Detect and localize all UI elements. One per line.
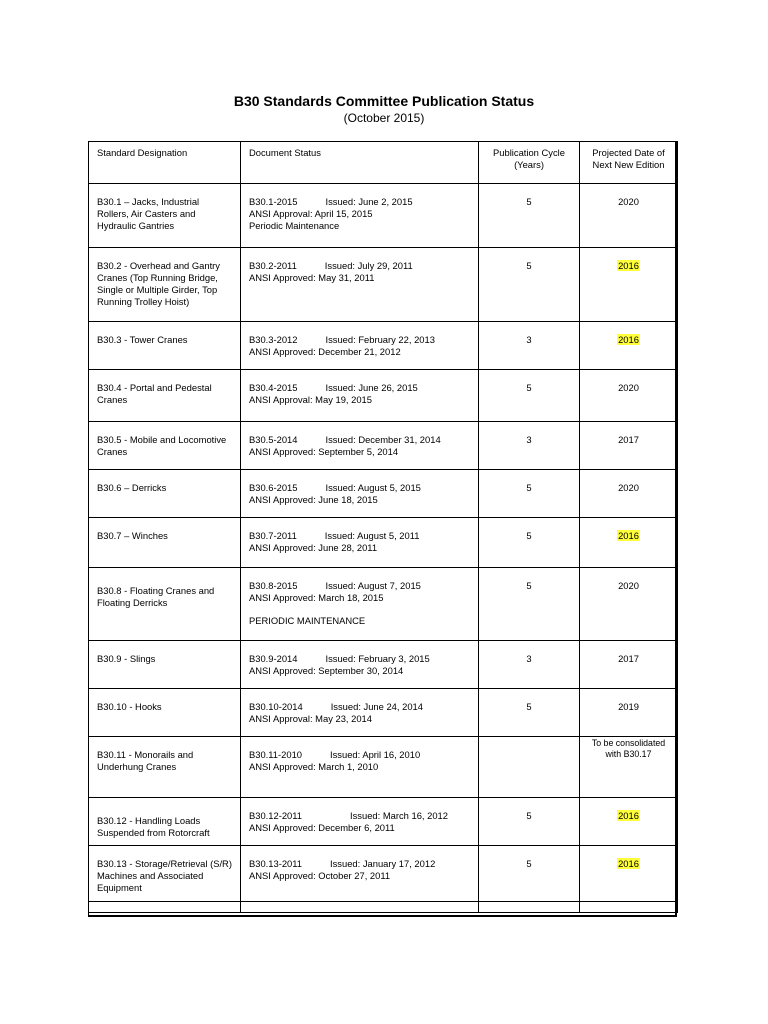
ansi-approval: ANSI Approved: September 30, 2014 [249, 665, 404, 676]
highlighted-year: 2016 [618, 334, 639, 345]
status-cell [241, 184, 479, 248]
status-note: Periodic Maintenance [249, 220, 340, 231]
status-cell [241, 248, 479, 322]
cycle-cell: 5 [479, 248, 580, 322]
table-row [89, 322, 678, 370]
ansi-approval: ANSI Approved: March 18, 2015 [249, 592, 384, 603]
standard-cell: B30.4 - Portal and Pedestal Cranes [89, 370, 241, 422]
doc-number: B30.11-2010 [249, 749, 302, 760]
empty-row [89, 902, 678, 913]
issued-date: Issued: August 5, 2011 [324, 530, 420, 541]
cycle-cell: 3 [479, 422, 580, 470]
cycle-cell: 5 [479, 689, 580, 737]
highlighted-year: 2016 [618, 858, 639, 869]
table-row [89, 689, 678, 737]
doc-number: B30.9-2014 [249, 653, 298, 664]
projected-cell [580, 798, 678, 846]
issued-date: Issued: February 3, 2015 [325, 653, 430, 664]
cycle-cell: 3 [479, 641, 580, 689]
ansi-approval: ANSI Approval: May 23, 2014 [249, 713, 372, 724]
page-title: B30 Standards Committee Publication Status [233, 93, 535, 109]
status-cell [241, 470, 479, 518]
doc-number: B30.5-2014 [249, 434, 298, 445]
doc-number: B30.1-2015 [249, 196, 298, 207]
projected-cell: To be consolidated with B30.17 [580, 737, 678, 798]
highlighted-year: 2016 [618, 530, 639, 541]
projected-cell: 2020 [580, 568, 678, 641]
projected-cell: 2017 [580, 641, 678, 689]
status-note: PERIODIC MAINTENANCE [249, 615, 366, 626]
doc-number: B30.6-2015 [249, 482, 298, 493]
projected-cell [580, 518, 678, 568]
table-row [89, 641, 678, 689]
empty-cell [479, 902, 580, 913]
status-cell [241, 322, 479, 370]
ansi-approval: ANSI Approved: September 5, 2014 [249, 446, 399, 457]
projected-cell [580, 322, 678, 370]
issued-date: Issued: April 16, 2010 [330, 749, 421, 760]
highlighted-year: 2016 [618, 260, 639, 271]
doc-number: B30.4-2015 [249, 382, 298, 393]
status-cell [241, 422, 479, 470]
projected-cell: 2020 [580, 370, 678, 422]
status-cell [241, 689, 479, 737]
standard-cell: B30.1 – Jacks, Industrial Rollers, Air Casters and Hydraulic Gantries [89, 184, 241, 248]
ansi-approval: ANSI Approved: March 1, 2010 [249, 761, 379, 772]
issued-date: Issued: July 29, 2011 [324, 260, 413, 271]
projected-cell [580, 846, 678, 902]
table-row [89, 518, 678, 568]
standard-cell: B30.13 - Storage/Retrieval (S/R) Machines and Associated Equipment [89, 846, 241, 902]
issued-date: Issued: December 31, 2014 [325, 434, 441, 445]
table-row [89, 470, 678, 518]
issued-date: Issued: August 7, 2015 [325, 580, 421, 591]
header-standard: Standard Designation [89, 142, 241, 184]
issued-date: Issued: February 22, 2013 [325, 334, 435, 345]
table-row [89, 568, 678, 641]
table-row [89, 422, 678, 470]
cycle-cell: 3 [479, 322, 580, 370]
standard-cell: B30.10 - Hooks [89, 689, 241, 737]
cycle-cell: 5 [479, 518, 580, 568]
issued-date: Issued: August 5, 2015 [325, 482, 421, 493]
header-status: Document Status [241, 142, 479, 184]
status-cell [241, 568, 479, 641]
header-cycle: Publication Cycle (Years) [479, 142, 580, 184]
issued-date: Issued: March 16, 2012 [350, 810, 448, 821]
doc-number: B30.3-2012 [249, 334, 298, 345]
table-row [89, 184, 678, 248]
doc-number: B30.2-2011 [249, 260, 297, 271]
standard-cell: B30.7 – Winches [89, 518, 241, 568]
table-row [89, 737, 678, 798]
cycle-cell: 5 [479, 798, 580, 846]
cycle-cell: 5 [479, 568, 580, 641]
header-projected: Projected Date of Next New Edition [580, 142, 678, 184]
cycle-cell: 5 [479, 184, 580, 248]
ansi-approval: ANSI Approved: June 18, 2015 [249, 494, 378, 505]
standard-cell: B30.2 - Overhead and Gantry Cranes (Top Running Bridge, Single or Multiple Girder, Top Running Trolley Hoist) [89, 248, 241, 322]
cycle-cell: 5 [479, 846, 580, 902]
projected-cell: 2020 [580, 184, 678, 248]
standard-cell: B30.5 - Mobile and Locomotive Cranes [89, 422, 241, 470]
ansi-approval: ANSI Approved: October 27, 2011 [249, 870, 391, 881]
ansi-approval: ANSI Approved: May 31, 2011 [249, 272, 375, 283]
projected-cell [580, 248, 678, 322]
standard-cell: B30.12 - Handling Loads Suspended from Rotorcraft [89, 798, 241, 846]
standard-cell: B30.3 - Tower Cranes [89, 322, 241, 370]
table-row [89, 370, 678, 422]
cycle-cell [479, 737, 580, 798]
table-row [89, 798, 678, 846]
issued-date: Issued: June 2, 2015 [325, 196, 413, 207]
standard-cell: B30.8 - Floating Cranes and Floating Derricks [89, 568, 241, 641]
cycle-cell: 5 [479, 470, 580, 518]
status-cell [241, 641, 479, 689]
projected-cell: 2020 [580, 470, 678, 518]
projected-cell: 2017 [580, 422, 678, 470]
projected-cell: 2019 [580, 689, 678, 737]
status-cell [241, 370, 479, 422]
table-row [89, 248, 678, 322]
standard-cell: B30.9 - Slings [89, 641, 241, 689]
standard-cell: B30.6 – Derricks [89, 470, 241, 518]
ansi-approval: ANSI Approval: May 19, 2015 [249, 394, 372, 405]
ansi-approval: ANSI Approved: June 28, 2011 [249, 542, 378, 553]
standard-cell: B30.11 - Monorails and Underhung Cranes [89, 737, 241, 798]
publication-status-table [88, 141, 678, 913]
header-row [89, 142, 678, 184]
empty-cell [241, 902, 479, 913]
issued-date: Issued: June 24, 2014 [330, 701, 423, 712]
doc-number: B30.13-2011 [249, 858, 302, 869]
empty-cell [89, 902, 241, 913]
highlighted-year: 2016 [618, 810, 639, 821]
status-cell [241, 846, 479, 902]
issued-date: Issued: January 17, 2012 [330, 858, 436, 869]
ansi-approval: ANSI Approval: April 15, 2015 [249, 208, 373, 219]
status-cell [241, 737, 479, 798]
doc-number: B30.7-2011 [249, 530, 297, 541]
doc-number: B30.10-2014 [249, 701, 303, 712]
table-row [89, 846, 678, 902]
ansi-approval: ANSI Approved: December 6, 2011 [249, 822, 395, 833]
doc-number: B30.8-2015 [249, 580, 298, 591]
ansi-approval: ANSI Approved: December 21, 2012 [249, 346, 401, 357]
page-subtitle: (October 2015) [343, 111, 425, 125]
empty-cell [580, 902, 678, 913]
doc-number: B30.12-2011 [249, 810, 302, 821]
cycle-cell: 5 [479, 370, 580, 422]
status-cell [241, 798, 479, 846]
issued-date: Issued: June 26, 2015 [325, 382, 418, 393]
status-cell [241, 518, 479, 568]
